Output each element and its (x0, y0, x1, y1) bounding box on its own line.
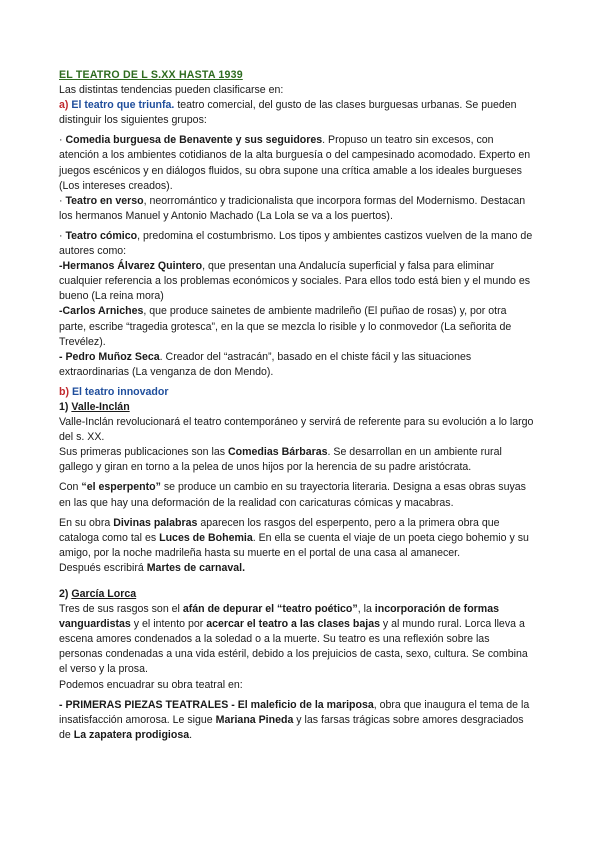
seca-text: . Creador del “astracán”, basado en el chiste fácil y las situaciones extraordinarias (La venganza de don Mendo). (59, 350, 472, 378)
text: se produce un cambio en su trayectoria literaria. Designa a esas obras suyas en las que hay una deformación de la realidad con caricaturas cómicas y macabras. (59, 481, 526, 509)
lorca-heading (59, 587, 534, 602)
martes-de-carnaval: Martes de carnaval. (146, 561, 246, 574)
divinas-palabras: Divinas palabras (113, 516, 198, 529)
lorca-p2: Podemos encuadrar su obra teatral en: (59, 678, 243, 691)
el-esperpento: “el esperpento” (81, 481, 161, 494)
bullet: · (59, 229, 66, 242)
rasgo-1: afán de depurar el “teatro poético” (182, 603, 358, 616)
text: aparecen los rasgos del esperpento, pero a la primera obra que cataloga como tal es (59, 516, 500, 544)
text: . Se desarrollan en un ambiente rural gallego y giran en torno a la pelea de unos hijos por la herencia de su padre aristócrata. (59, 446, 502, 474)
verso-text: , neorromántico y tradicionalista que incorpora formas del Modernismo. Destacan los hermanos Manuel y Antonio Machado (La Lola se va a los puertos). (59, 194, 526, 222)
intro-text: Las distintas tendencias pueden clasificarse en: (59, 84, 284, 97)
text: . En ella se cuenta el viaje de un poeta ciego bohemio y su amigo, por la noche madrileña hasta su muerte en el portal de una casa al amanecer. (59, 531, 529, 559)
la-zapatera-prodigiosa: La zapatera prodigiosa (73, 728, 190, 741)
valle-p1: Valle-Inclán revolucionará el teatro contemporáneo y servirá de referente para su evolución a lo largo del s. XX. (59, 416, 534, 444)
arniches-label: -Carlos Arniches (59, 305, 144, 318)
comico-label: Teatro cómico (65, 229, 138, 242)
section-a-text: teatro comercial, del gusto de las clases burguesas urbanas. Se pueden distinguir los siguientes grupos: (59, 99, 517, 127)
seca-label: - Pedro Muñoz Seca (59, 350, 160, 363)
luces-de-bohemia: Luces de Bohemia (159, 531, 253, 544)
text: Con (59, 481, 82, 494)
text: y al mundo rural. Lorca lleva a escena amores condenados a la soledad o a la muerte. Su teatro es una reflexión sobre las personas condenadas a una vida estéril, debido a los prejuicios de casta, sexo, cultura. Se combina el verso y la prosa. (59, 618, 528, 676)
text: , obra que inaugura el tema de la insatisfacción amorosa. Le sigue (59, 698, 530, 726)
rasgo-2: incorporación de formas vanguardistas (59, 603, 499, 631)
quintero-text: , que presentan una Andalucía superficial y falsa para eliminar cualquier referencia a los problemas económicos y sociales. Para ellos todo está bien y el mundo es bueno (La reina mora) (59, 260, 531, 303)
primeras-piezas (59, 698, 534, 743)
arniches-paragraph (59, 304, 534, 349)
text: y el intento por (130, 618, 207, 631)
valle-p3 (59, 480, 534, 510)
text: . (189, 728, 193, 741)
verso-label: Teatro en verso (65, 194, 144, 207)
comedia-label: Comedia burguesa de Benavente y sus seguidores (65, 134, 323, 147)
comico-paragraph (59, 229, 534, 259)
lorca-name: García Lorca (71, 588, 137, 600)
quintero-paragraph (59, 259, 534, 304)
text: En su obra (59, 516, 114, 529)
valle-number: 1) (59, 400, 72, 413)
bullet: · (59, 134, 66, 147)
document-title: EL TEATRO DE L S.XX HASTA 1939 (59, 69, 243, 81)
valle-p4 (59, 516, 534, 561)
valle-p5 (59, 561, 534, 576)
mariana-pineda: Mariana Pineda (215, 713, 294, 726)
section-a-heading: El teatro que triunfa. (71, 99, 175, 112)
valle-name: Valle-Inclán (71, 400, 130, 413)
arniches-text: , que produce sainetes de ambiente madrileño (El puñao de rosas) y, por otra parte, escribe “tragedia grotesca”, en la que se mezcla lo risible y lo conmovedor (La señorita de Trevélez). (59, 305, 512, 348)
section-a (59, 98, 534, 128)
text: y las farsas trágicas sobre amores desgraciados de (59, 713, 524, 741)
comico-text: , predomina el costumbrismo. Los tipos y ambientes castizos vuelven de la mano de autores como: (59, 229, 533, 258)
bullet: · (59, 194, 66, 207)
text: , la (357, 603, 375, 616)
comedias-barbaras: Comedias Bárbaras (228, 446, 328, 459)
comedia-text: . Propuso un teatro sin excesos, con atención a los ambientes cotidianos de la alta burguesía o del campesinado acomodado. Experto en juegos escénicos y en diálogos fluidos, su obra supone una crítica amable a los ideales burgueses (Los intereses creados). (59, 134, 531, 192)
rasgo-3: acercar el teatro a las clases bajas (206, 618, 380, 631)
text: Sus primeras publicaciones son las (59, 446, 228, 459)
text: Después escribirá (59, 561, 147, 574)
seca-paragraph (59, 350, 534, 380)
primeras-piezas-label: - PRIMERAS PIEZAS TEATRALES - El maleficio de la mariposa (59, 698, 374, 711)
comedia-paragraph (59, 133, 534, 193)
quintero-label: -Hermanos Álvarez Quintero (59, 260, 203, 273)
section-a-marker: a) (59, 99, 69, 112)
valle-heading (59, 400, 534, 415)
lorca-number: 2) (59, 588, 72, 600)
document-page (59, 68, 534, 743)
lorca-p1 (59, 602, 534, 677)
section-b-heading: El teatro innovador (71, 385, 169, 398)
text: Tres de sus rasgos son el (59, 603, 183, 616)
section-b (59, 385, 534, 400)
valle-p2 (59, 445, 534, 475)
verso-paragraph (59, 194, 534, 224)
section-b-marker: b) (59, 385, 69, 398)
